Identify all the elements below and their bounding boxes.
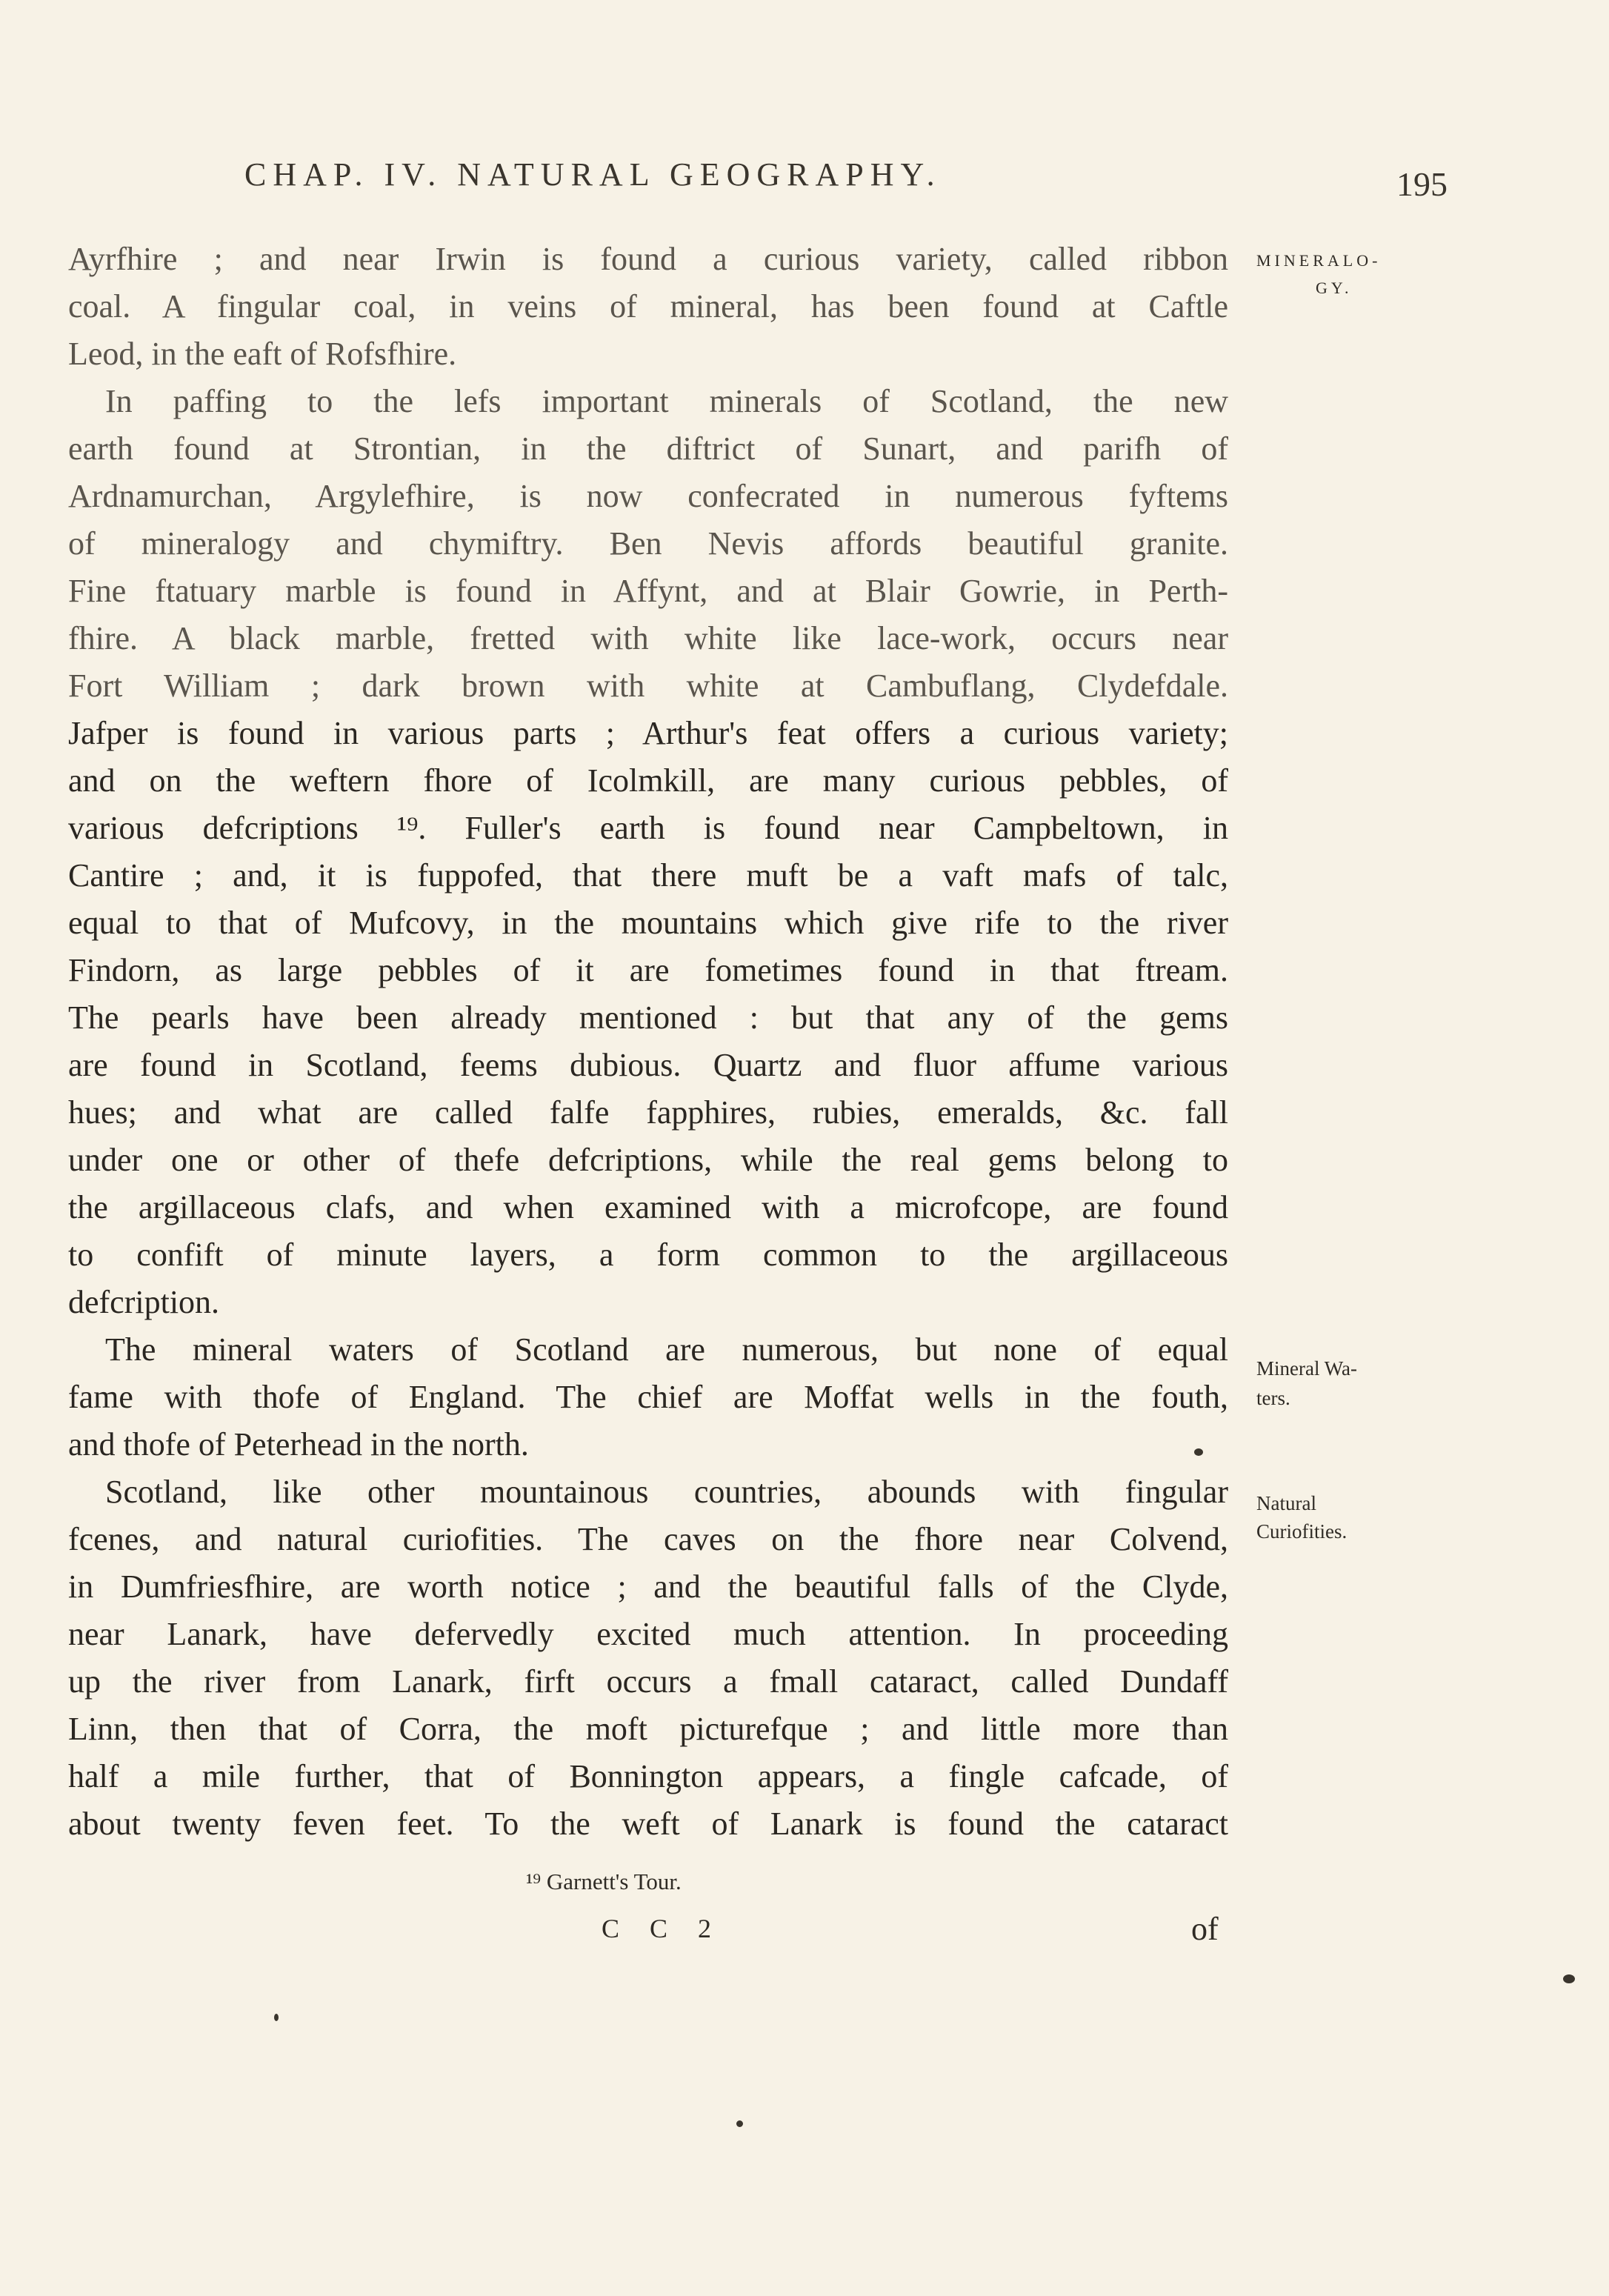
text-line: Linn, then that of Corra, the moft picturefque ; and little more than	[68, 1711, 1228, 1747]
text-line: earth found at Strontian, in the diftrict of Sunart, and parifh of	[68, 430, 1228, 467]
text-line: Leod, in the eaft of Rofsfhire.	[68, 336, 457, 372]
margin-note-mineralogy-cont: GY.	[1316, 279, 1353, 297]
signature-mark: C C 2	[602, 1914, 724, 1943]
text-line: are found in Scotland, feems dubious. Quartz and fluor affume various	[68, 1047, 1228, 1083]
text-line: near Lanark, have defervedly excited much attention. In proceeding	[68, 1616, 1228, 1652]
text-line: The mineral waters of Scotland are numerous, but none of equal	[105, 1331, 1228, 1368]
ink-speck	[274, 2014, 279, 2021]
text-line: Findorn, as large pebbles of it are fometimes found in that ftream.	[68, 952, 1228, 988]
text-line: to confift of minute layers, a form common to the argillaceous	[68, 1237, 1228, 1273]
text-line: fhire. A black marble, fretted with white like lace-work, occurs near	[68, 620, 1228, 656]
text-line: fame with thofe of England. The chief are Moffat wells in the fouth,	[68, 1379, 1228, 1415]
ink-speck	[1194, 1448, 1203, 1456]
text-line: Ayrfhire ; and near Irwin is found a curious variety, called ribbon	[68, 241, 1228, 277]
text-line: Fine ftatuary marble is found in Affynt, and at Blair Gowrie, in Perth-	[68, 573, 1228, 609]
running-header: CHAP. IV. NATURAL GEOGRAPHY.	[244, 156, 942, 193]
catchword: of	[1191, 1911, 1219, 1947]
text-line: about twenty feven feet. To the weft of Lanark is found the cataract	[68, 1806, 1228, 1842]
body-text	[68, 236, 1228, 1848]
text-line: coal. A fingular coal, in veins of mineral, has been found at Caftle	[68, 288, 1228, 325]
text-line: the argillaceous clafs, and when examined with a microfcope, are found	[68, 1189, 1228, 1225]
text-line: of mineralogy and chymiftry. Ben Nevis affords beautiful granite.	[68, 525, 1228, 562]
text-line: Fort William ; dark brown with white at Cambuflang, Clydefdale.	[68, 668, 1228, 704]
text-line: The pearls have been already mentioned : but that any of the gems	[68, 999, 1228, 1036]
margin-note-natural-curiosities: Natural	[1256, 1492, 1316, 1514]
text-line: up the river from Lanark, firft occurs a fmall cataract, called Dundaff	[68, 1663, 1228, 1700]
page-number: 195	[1396, 165, 1448, 203]
text-line: fcenes, and natural curiofities. The caves on the fhore near Colvend,	[68, 1521, 1228, 1557]
margin-note-natural-curiosities-cont: Curiofities.	[1256, 1520, 1348, 1543]
margin-note-mineralogy: MINERALO-	[1256, 251, 1382, 270]
margin-note-mineral-waters: Mineral Wa-	[1256, 1357, 1358, 1380]
text-line: hues; and what are called falfe fapphires, rubies, emeralds, &c. fall	[68, 1094, 1228, 1131]
text-line: Jafper is found in various parts ; Arthur's feat offers a curious variety;	[68, 715, 1228, 751]
text-line: in Dumfriesfhire, are worth notice ; and the beautiful falls of the Clyde,	[68, 1568, 1228, 1605]
margin-note-mineral-waters-cont: ters.	[1256, 1387, 1290, 1409]
text-line: under one or other of thefe defcriptions, while the real gems belong to	[68, 1142, 1228, 1178]
text-line: defcription.	[68, 1284, 220, 1320]
text-line: various defcriptions ¹⁹. Fuller's earth is found near Campbeltown, in	[68, 810, 1228, 846]
ink-speck	[736, 2120, 743, 2127]
text-line: equal to that of Mufcovy, in the mountains which give rife to the river	[68, 905, 1228, 941]
text-line: Ardnamurchan, Argylefhire, is now confecrated in numerous fyftems	[68, 478, 1228, 514]
text-line: Cantire ; and, it is fuppofed, that there muft be a vaft mafs of talc,	[68, 857, 1228, 894]
text-line: Scotland, like other mountainous countries, abounds with fingular	[105, 1474, 1228, 1510]
text-line: and on the weftern fhore of Icolmkill, are many curious pebbles, of	[68, 762, 1228, 799]
footnote: ¹⁹ Garnett's Tour.	[526, 1869, 682, 1894]
text-line: and thofe of Peterhead in the north.	[68, 1426, 529, 1463]
text-line: In paffing to the lefs important minerals of Scotland, the new	[105, 383, 1228, 419]
ink-speck	[1563, 1974, 1575, 1983]
text-line: half a mile further, that of Bonnington appears, a fingle cafcade, of	[68, 1758, 1228, 1794]
